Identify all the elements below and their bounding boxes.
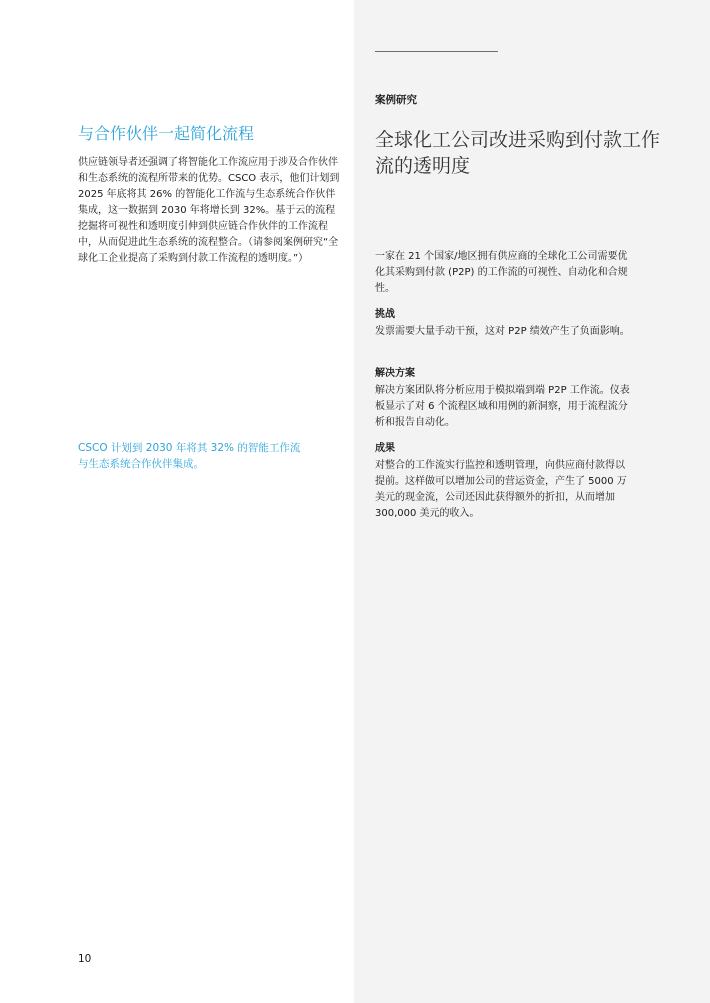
case-study-title: 全球化工公司改进采购到付款工作流的透明度: [375, 129, 661, 177]
outcome-text: 对整合的工作流实行监控和透明管理，向供应商付款得以提前。这样做可以增加公司的营运资金，产生了 5000 万美元的现金流，公司还因此获得额外的折扣，从而增加 300,000 美元的收入。: [375, 460, 627, 519]
challenge-section: [375, 307, 633, 340]
solution-section: [375, 366, 633, 431]
challenge-heading: 挑战: [375, 309, 395, 320]
challenge-text: 发票需要大量手动干预，这对 P2P 绩效产生了负面影响。: [375, 326, 630, 337]
outcome-section: [375, 441, 633, 522]
section-divider: [375, 51, 498, 52]
pull-quote: CSCO 计划到 2030 年将其 32% 的智能工作流与生态系统合作伙伴集成。: [78, 442, 301, 470]
case-study-intro: 一家在 21 个国家/地区拥有供应商的全球化工公司需要优化其采购到付款 (P2P) 的工作流的可视性、自动化和合规性。: [375, 251, 628, 294]
outcome-heading: 成果: [375, 443, 395, 454]
solution-text: 解决方案团队将分析应用于模拟端到端 P2P 工作流。仪表板显示了对 6 个流程区域和用例的新洞察，用于流程流分析和报告自动化。: [375, 385, 630, 428]
section-heading: 与合作伙伴一起简化流程: [78, 124, 255, 143]
page-number: 10: [78, 953, 92, 965]
section-body-text: 供应链领导者还强调了将智能化工作流应用于涉及合作伙伴和生态系统的流程所带来的优势。CSCO 表示，他们计划到 2025 年底将其 26% 的智能化工作流与生态系统合作伙伴集成，这一数据到 2030 年将增长到 32%。基于云的流程挖掘将可视性和透明度引伸到供应链合作伙伴的工作流程中，从而促进此生态系统的流程整合。（请参阅案例研究“全球化工企业提高了采购到付款工作流程的透明度。”）: [78, 157, 340, 264]
solution-heading: 解决方案: [375, 368, 415, 379]
case-study-label: 案例研究: [375, 94, 417, 106]
